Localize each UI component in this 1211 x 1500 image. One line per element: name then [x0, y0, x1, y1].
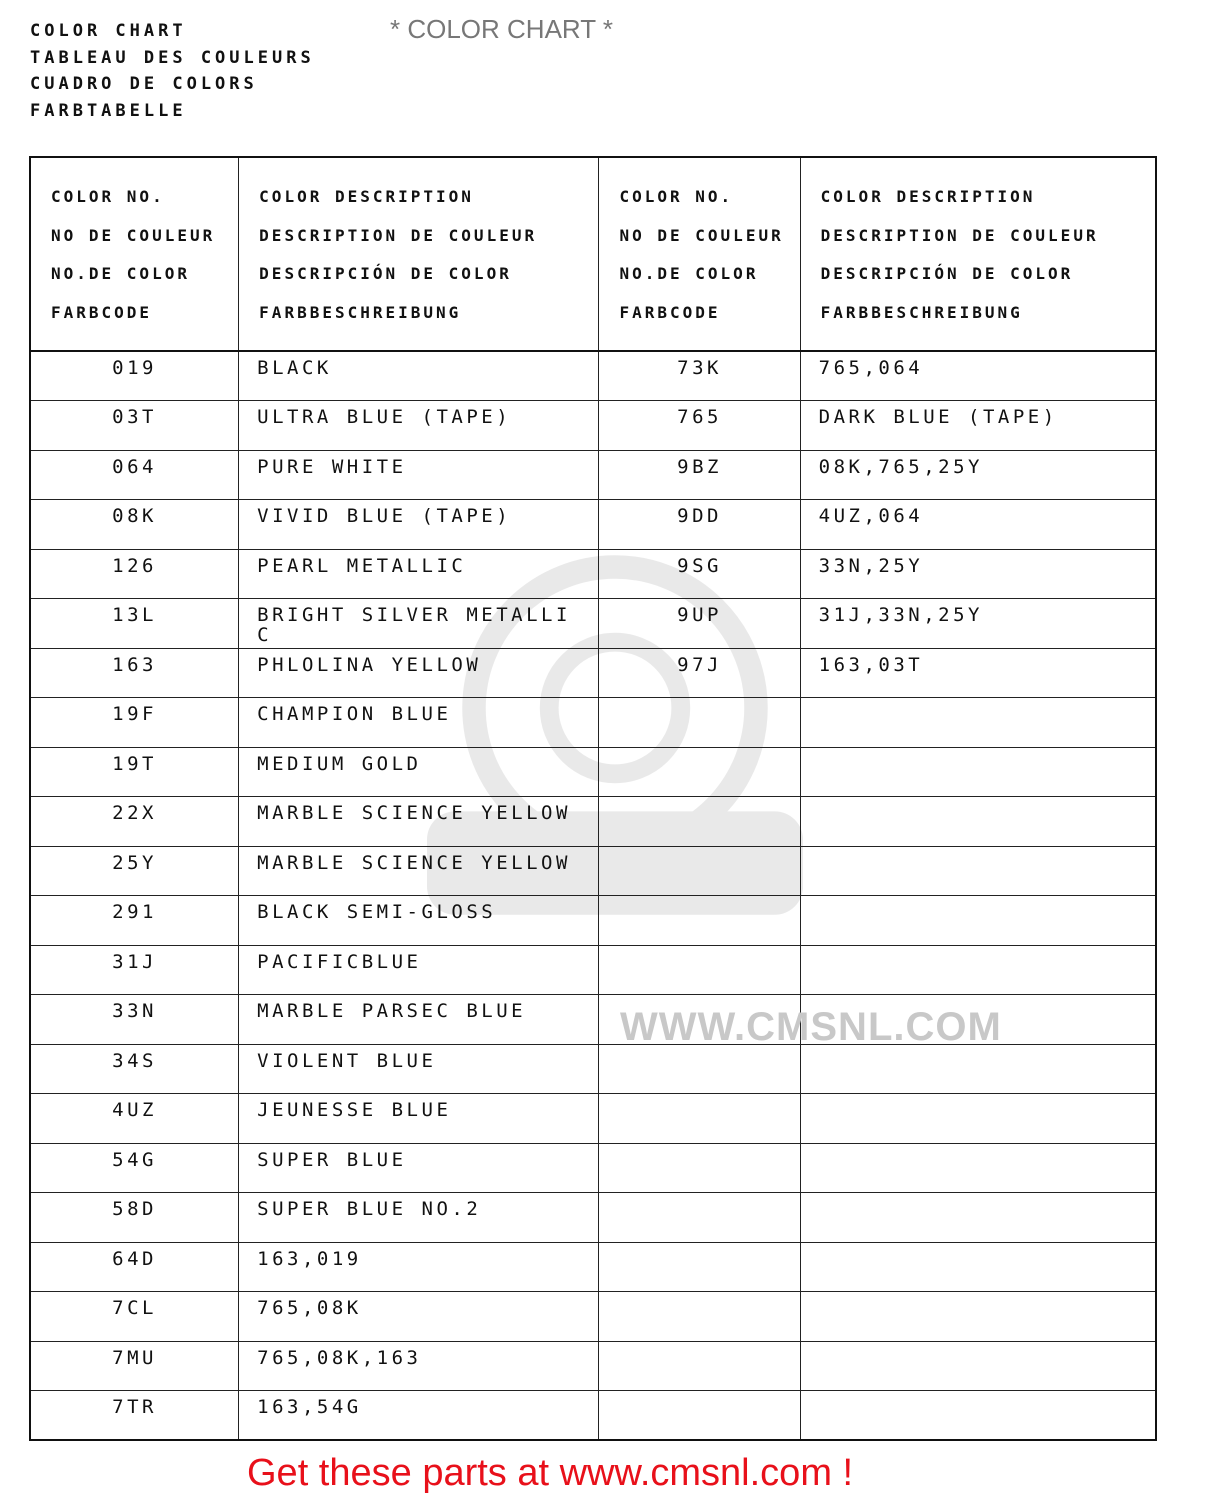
color-description-2 [800, 1341, 1156, 1391]
color-description: SUPER BLUE [239, 1143, 599, 1193]
color-description-2: 08K,765,25Y [800, 450, 1156, 500]
header-text: FARBCODE [51, 302, 153, 322]
color-description-2: 33N,25Y [800, 549, 1156, 599]
color-description: ULTRA BLUE (TAPE) [239, 401, 599, 451]
header-color-description [239, 157, 599, 351]
color-description-2 [800, 1143, 1156, 1193]
color-code: 13L [30, 599, 239, 649]
color-description: BLACK [239, 351, 599, 401]
color-description-2 [800, 1391, 1156, 1441]
color-description: 765,08K,163 [239, 1341, 599, 1391]
title-en: COLOR CHART [30, 21, 187, 41]
color-description: PURE WHITE [239, 450, 599, 500]
color-description: JEUNESSE BLUE [239, 1094, 599, 1144]
color-description: CHAMPION BLUE [239, 698, 599, 748]
header-text: COLOR NO. [51, 187, 165, 206]
table-row [30, 1341, 1156, 1391]
color-code-2 [599, 1193, 800, 1243]
color-description-2: DARK BLUE (TAPE) [800, 401, 1156, 451]
color-description-2 [800, 1292, 1156, 1342]
table-row [30, 1292, 1156, 1342]
color-description-2 [800, 698, 1156, 748]
color-description-2 [800, 896, 1156, 946]
color-code-2 [599, 1341, 800, 1391]
color-code-2 [599, 1044, 800, 1094]
color-description: MEDIUM GOLD [239, 747, 599, 797]
color-code: 03T [30, 401, 239, 451]
color-description: PACIFICBLUE [239, 945, 599, 995]
header-text: NO DE COULEUR [51, 225, 216, 245]
color-description: BLACK SEMI-GLOSS [239, 896, 599, 946]
color-code: 7TR [30, 1391, 239, 1441]
table-row [30, 648, 1156, 698]
color-code-2 [599, 846, 800, 896]
table-row [30, 599, 1156, 649]
color-description-2: 31J,33N,25Y [800, 599, 1156, 649]
color-code-2: 9DD [599, 500, 800, 550]
color-code: 33N [30, 995, 239, 1045]
header-color-no [30, 157, 239, 351]
color-description-2: 4UZ,064 [800, 500, 1156, 550]
table-row [30, 797, 1156, 847]
color-description-2 [800, 797, 1156, 847]
document-titles [30, 18, 315, 124]
title-es: CUADRO DE COLORS [30, 74, 258, 94]
table-row [30, 1193, 1156, 1243]
table-row [30, 945, 1156, 995]
color-description: MARBLE PARSEC BLUE [239, 995, 599, 1045]
table-row [30, 450, 1156, 500]
color-description: SUPER BLUE NO.2 [239, 1193, 599, 1243]
watermark-text: WWW.CMSNL.COM [620, 1005, 1002, 1049]
color-description-2 [800, 1094, 1156, 1144]
color-code: 064 [30, 450, 239, 500]
table-row [30, 500, 1156, 550]
color-code-2 [599, 1242, 800, 1292]
color-description: VIOLENT BLUE [239, 1044, 599, 1094]
header-text: COLOR DESCRIPTION [820, 187, 1036, 206]
color-description-2: 163,03T [800, 648, 1156, 698]
color-code-2: 765 [599, 401, 800, 451]
header-text: DESCRIPTION DE COULEUR [259, 225, 538, 245]
header-color-description-2 [800, 157, 1156, 351]
color-code-2 [599, 797, 800, 847]
color-code-2 [599, 945, 800, 995]
header-text: FARBBESCHREIBUNG [820, 302, 1023, 322]
table-row [30, 401, 1156, 451]
color-code-2: 9UP [599, 599, 800, 649]
color-code-2: 97J [599, 648, 800, 698]
header-text: DESCRIPCIÓN DE COLOR [259, 264, 512, 283]
header-text: FARBCODE [619, 302, 721, 322]
color-description: 163,54G [239, 1391, 599, 1441]
color-code-2 [599, 1094, 800, 1144]
color-code: 54G [30, 1143, 239, 1193]
overlay-title: * COLOR CHART * [390, 14, 613, 44]
table-row [30, 351, 1156, 401]
color-description: PHLOLINA YELLOW [239, 648, 599, 698]
color-code: 19T [30, 747, 239, 797]
color-description: BRIGHT SILVER METALLI C [239, 599, 599, 649]
color-chart-table [29, 156, 1157, 1441]
color-code: 291 [30, 896, 239, 946]
color-description-2 [800, 1242, 1156, 1292]
header-text: DESCRIPCIÓN DE COLOR [820, 264, 1074, 283]
table-row [30, 1044, 1156, 1094]
color-code: 7CL [30, 1292, 239, 1342]
color-code: 019 [30, 351, 239, 401]
color-code: 7MU [30, 1341, 239, 1391]
color-code-2 [599, 747, 800, 797]
color-description: VIVID BLUE (TAPE) [239, 500, 599, 550]
color-description: 163,019 [239, 1242, 599, 1292]
color-description-2 [800, 747, 1156, 797]
footer-link[interactable]: Get these parts at www.cmsnl.com ! [247, 1452, 854, 1494]
color-code: 22X [30, 797, 239, 847]
table-row [30, 1143, 1156, 1193]
color-code-2: 73K [599, 351, 800, 401]
color-code: 34S [30, 1044, 239, 1094]
table-row [30, 698, 1156, 748]
color-description: PEARL METALLIC [239, 549, 599, 599]
table-row [30, 1094, 1156, 1144]
color-code-2 [599, 1292, 800, 1342]
table-row [30, 747, 1156, 797]
header-text: COLOR NO. [619, 187, 734, 206]
header-text: NO.DE COLOR [619, 264, 759, 283]
color-code: 126 [30, 549, 239, 599]
table-header-row [30, 157, 1156, 351]
color-code: 58D [30, 1193, 239, 1243]
color-code-2: 9SG [599, 549, 800, 599]
color-description: MARBLE SCIENCE YELLOW [239, 846, 599, 896]
color-code-2 [599, 1143, 800, 1193]
header-color-no-2 [599, 157, 800, 351]
table-row [30, 1242, 1156, 1292]
color-description: MARBLE SCIENCE YELLOW [239, 797, 599, 847]
title-fr: TABLEAU DES COULEURS [30, 47, 315, 68]
header-text: COLOR DESCRIPTION [259, 187, 474, 206]
color-code: 31J [30, 945, 239, 995]
table-row [30, 1391, 1156, 1441]
title-de: FARBTABELLE [30, 100, 187, 121]
color-code-2 [599, 1391, 800, 1441]
color-code: 4UZ [30, 1094, 239, 1144]
table-row [30, 549, 1156, 599]
header-text: DESCRIPTION DE COULEUR [820, 225, 1099, 245]
header-text: NO DE COULEUR [619, 225, 784, 245]
color-code: 64D [30, 1242, 239, 1292]
color-description-2 [800, 1193, 1156, 1243]
color-code: 163 [30, 648, 239, 698]
color-code-2 [599, 698, 800, 748]
color-code: 08K [30, 500, 239, 550]
color-code: 25Y [30, 846, 239, 896]
color-code-2 [599, 896, 800, 946]
color-code: 19F [30, 698, 239, 748]
color-description-2 [800, 945, 1156, 995]
color-description-2: 765,064 [800, 351, 1156, 401]
header-text: FARBBESCHREIBUNG [259, 302, 462, 322]
color-description-2 [800, 1044, 1156, 1094]
color-description-2 [800, 846, 1156, 896]
color-code-2: 9BZ [599, 450, 800, 500]
color-description: 765,08K [239, 1292, 599, 1342]
table-row [30, 846, 1156, 896]
table-row [30, 896, 1156, 946]
header-text: NO.DE COLOR [51, 264, 190, 283]
